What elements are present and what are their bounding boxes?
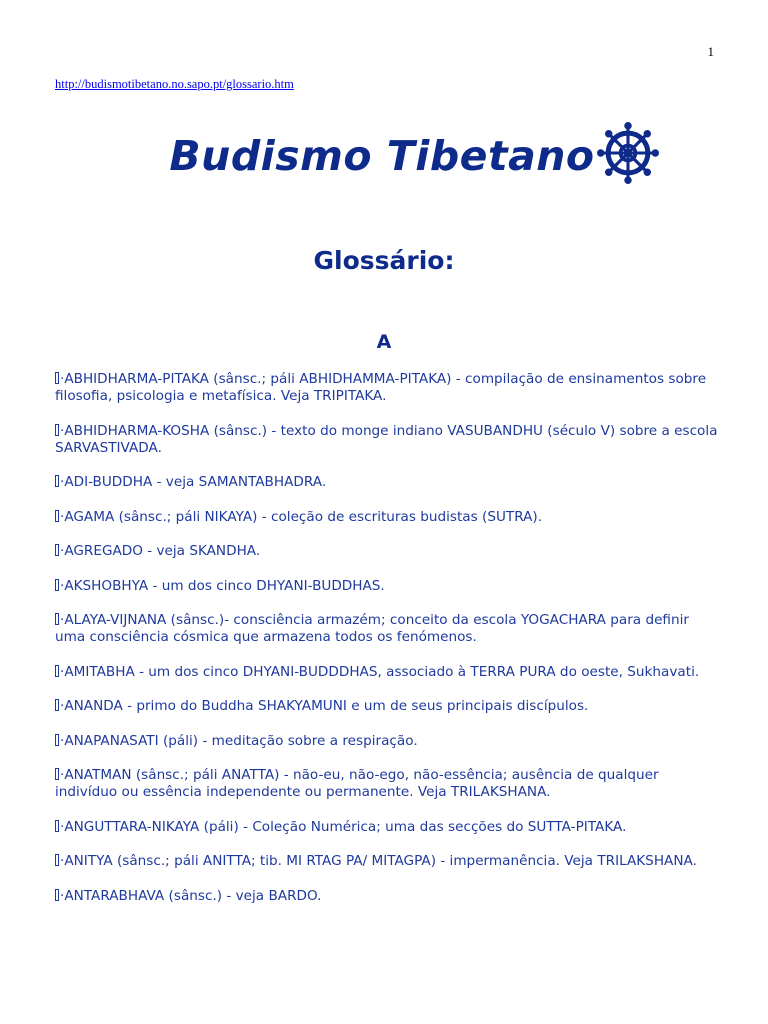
entry-text: ·ANANDA - primo do Buddha SHAKYAMUNI e um de seus principais discípulos. <box>60 698 589 714</box>
bullet-icon <box>55 613 59 625</box>
bullet-icon <box>55 768 59 780</box>
entry-text: ·AGREGADO - veja SKANDHA. <box>60 543 261 559</box>
glossary-entry <box>55 819 720 836</box>
glossary-entry <box>55 664 720 681</box>
bullet-icon <box>55 579 59 591</box>
source-url-link[interactable]: http://budismotibetano.no.sapo.pt/glossario.htm <box>55 77 294 91</box>
page-title: Budismo Tibetano <box>169 132 595 180</box>
entry-text: ·ANAPANASATI (páli) - meditação sobre a respiração. <box>60 732 418 749</box>
entry-text: ·ANITYA (sânsc.; páli ANITTA; tib. MI RTAG PA/ MITAGPA) - impermanência. Veja TRILAKSHANA. <box>60 853 697 869</box>
bullet-icon <box>55 889 59 901</box>
dharma-wheel-icon <box>597 122 659 184</box>
title-row <box>0 128 768 184</box>
bullet-icon <box>55 424 59 436</box>
glossary-entry <box>55 509 720 526</box>
bullet-icon <box>55 544 59 556</box>
bullet-icon <box>55 734 59 746</box>
entry-text: ·ANGUTTARA-NIKAYA (páli) - Coleção Numérica; uma das secções do SUTTA-PITAKA. <box>60 818 627 835</box>
glossary-entry <box>55 888 720 905</box>
bullet-icon <box>55 372 59 384</box>
glossary-entry <box>55 578 720 595</box>
bullet-icon <box>55 665 59 677</box>
glossary-entry <box>55 423 720 457</box>
entry-text: ·ANTARABHAVA (sânsc.) - veja BARDO. <box>60 887 322 904</box>
glossary-entry <box>55 767 720 801</box>
entry-text: ·AGAMA (sânsc.; páli NIKAYA) - coleção de escrituras budistas (SUTRA). <box>60 508 543 525</box>
bullet-icon <box>55 699 59 711</box>
entry-text: ·ANATMAN (sânsc.; páli ANATTA) - não-eu, não-ego, não-essência; ausência de qualquer indivíduo ou essência independente ou permanente. Veja TRILAKSHANA. <box>55 767 659 800</box>
bullet-icon <box>55 475 59 487</box>
glossary-entry <box>55 733 720 750</box>
glossary-entries <box>55 371 720 922</box>
bullet-icon <box>55 820 59 832</box>
glossary-entry <box>55 698 720 715</box>
glossary-entry <box>55 371 720 405</box>
glossary-entry <box>55 612 720 646</box>
entry-text: ·ABHIDHARMA-KOSHA (sânsc.) - texto do monge indiano VASUBANDHU (século V) sobre a escola SARVASTIVADA. <box>55 422 718 456</box>
page-number: 1 <box>707 44 714 59</box>
glossary-entry <box>55 853 720 870</box>
bullet-icon <box>55 510 59 522</box>
entry-text: ·ABHIDHARMA-PITAKA (sânsc.; páli ABHIDHAMMA-PITAKA) - compilação de ensinamentos sobre filosofia, psicologia e metafísica. Veja TRIPITAKA. <box>55 371 707 404</box>
bullet-icon <box>55 854 59 866</box>
glossary-entry <box>55 543 720 560</box>
entry-text: ·AKSHOBHYA - um dos cinco DHYANI-BUDDHAS. <box>60 577 385 594</box>
section-letter: A <box>376 331 392 353</box>
entry-text: ·ALAYA-VIJNANA (sânsc.)- consciência armazém; conceito da escola YOGACHARA para definir uma consciência cósmica que armazena todos os fenómenos. <box>55 612 689 645</box>
entry-text: ·ADI-BUDDHA - veja SAMANTABHADRA. <box>60 474 327 490</box>
glossary-entry <box>55 474 720 491</box>
entry-text: ·AMITABHA - um dos cinco DHYANI-BUDDDHAS, associado à TERRA PURA do oeste, Sukhavati. <box>60 663 700 680</box>
glossary-heading: Glossário: <box>313 246 455 275</box>
